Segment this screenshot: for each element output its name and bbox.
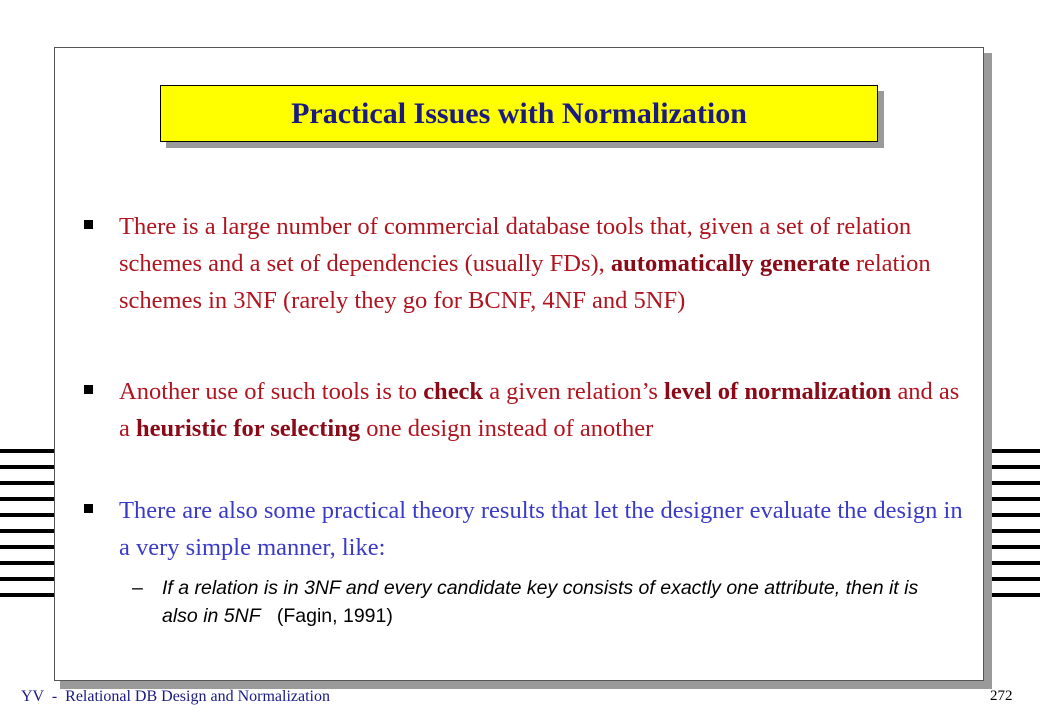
right-stripe-decoration (985, 449, 1040, 609)
bullet-text-2 (119, 373, 969, 447)
bullet-2-emphasis-level: level of normalization (664, 378, 892, 405)
sub-bullet-statement: If a relation is in 3NF and every candidate key consists of exactly one attribute, then it is also in 5NF (162, 577, 919, 627)
title-box (160, 85, 878, 142)
footer-course-title: YV - Relational DB Design and Normalization (21, 688, 330, 705)
bullet-2-part-4: one design instead of another (360, 415, 654, 442)
sub-bullet-dash: – (132, 577, 143, 599)
bullet-text-1 (119, 208, 969, 319)
square-bullet-icon (84, 220, 93, 229)
bullet-1-emphasis: automatically generate (610, 250, 850, 277)
bullet-1-part-2: relation schemes in 3NF (rarely they go for BCNF, 4NF and 5NF) (119, 250, 931, 314)
bullet-2-part-2: a given relation’s (483, 378, 665, 405)
bullet-2-emphasis-heuristic: heuristic for selecting (136, 415, 361, 442)
square-bullet-icon (84, 504, 93, 513)
sub-bullet-text (162, 574, 952, 630)
page-number: 272 (990, 688, 1013, 704)
square-bullet-icon (84, 385, 93, 394)
slide-title: Practical Issues with Normalization (291, 96, 747, 130)
sub-bullet-citation: (Fagin, 1991) (260, 605, 393, 627)
bullet-2-emphasis-check: check (423, 378, 484, 405)
bullet-1-part-1: There is a large number of commercial database tools that, given a set of relation schemes and a set of dependencies (usually FDs), (119, 213, 912, 277)
bullet-2-part-3: and as a (119, 378, 960, 442)
left-stripe-decoration (0, 449, 55, 609)
bullet-text-3: There are also some practical theory results that let the designer evaluate the design in a very simple manner, like: (119, 497, 963, 561)
bullet-2-part-1: Another use of such tools is to (119, 378, 424, 405)
